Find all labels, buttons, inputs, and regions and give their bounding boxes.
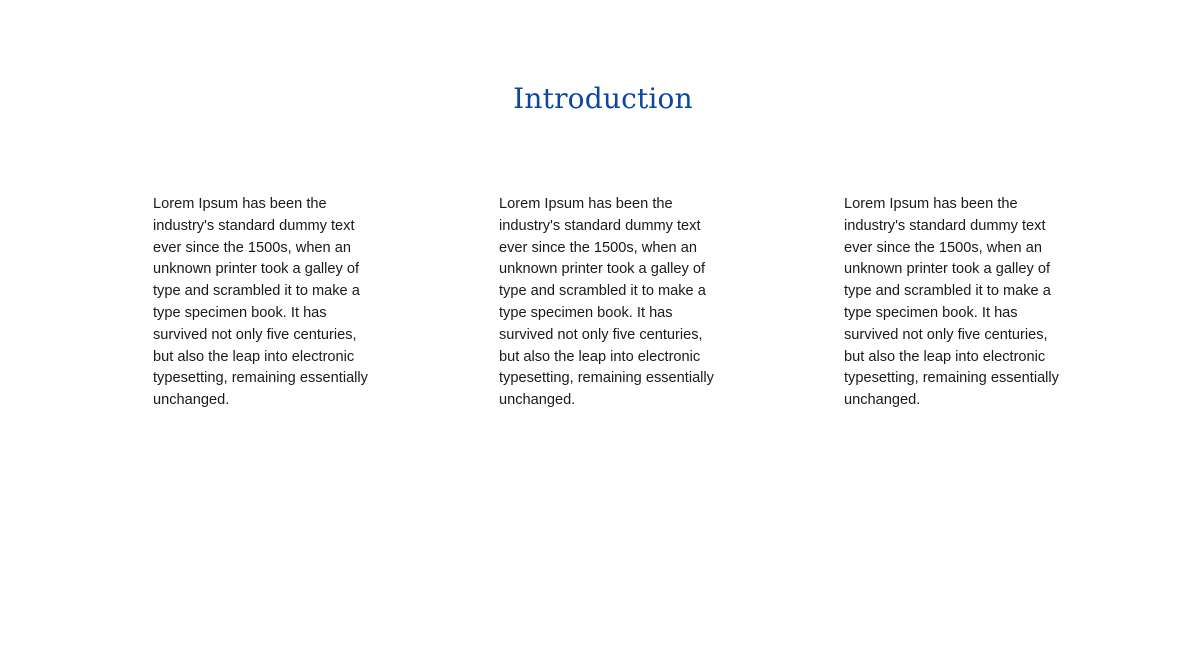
page-title: Introduction (513, 82, 693, 115)
text-column-3: Lorem Ipsum has been the industry's standard dummy text ever since the 1500s, when an unknown printer took a galley of type and scrambled it to make a type specimen book. It has survived not only five centuries, but also the leap into electronic typesetting, remaining essentially unchanged. (844, 196, 1059, 409)
text-column-1: Lorem Ipsum has been the industry's standard dummy text ever since the 1500s, when an unknown printer took a galley of type and scrambled it to make a type specimen book. It has survived not only five centuries, but also the leap into electronic typesetting, remaining essentially unchanged. (153, 196, 368, 409)
text-column-2: Lorem Ipsum has been the industry's standard dummy text ever since the 1500s, when an unknown printer took a galley of type and scrambled it to make a type specimen book. It has survived not only five centuries, but also the leap into electronic typesetting, remaining essentially unchanged. (499, 196, 714, 409)
